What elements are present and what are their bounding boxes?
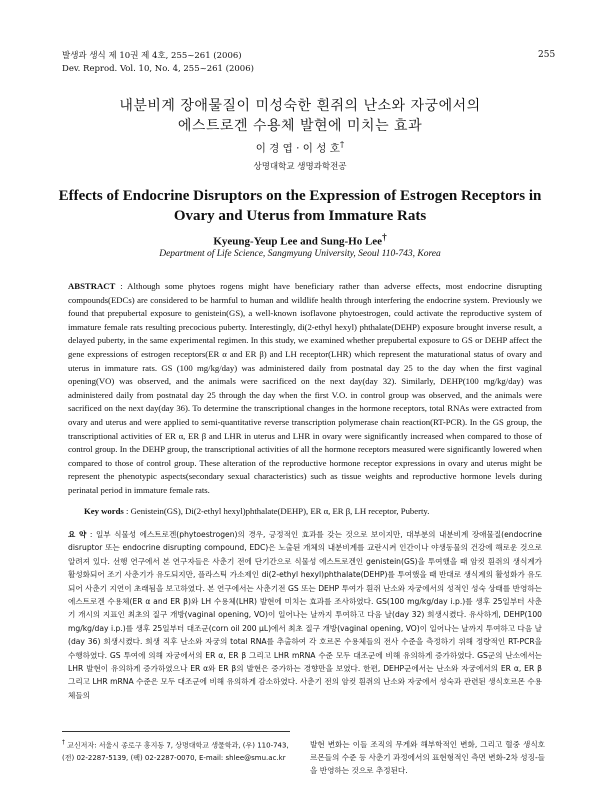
summary-continuation: 발현 변화는 이들 조직의 무게와 해부학적인 변화, 그리고 혈중 생식호르몬들의 수준 등 사춘기 과정에서의 표현형적인 측면 변화-2차 성징-들을 반영하는 것으로 추정된다. — [310, 740, 546, 776]
journal-citation — [62, 50, 254, 76]
abstract-body: : Although some phytoes rogens might have beneficiary rather than adverse effects, most endocrine disrupting compounds(EDCs) are considered to be harmful to human and wildlife health through interfering the endocrine system. Previously we found that prepubertal exposure to genistein(GS), a well-known isoflavone phytoestrogen, could activate the reproductive system of immature female rats resulting precocious puberty. Interestingly, di(2-ethyl hexyl) phthalate(DEHP) exposure brought inverse result, a delayed puberty, in the same experimental regimen. In this study, we examined whether prepubertal exposure to GS or DEHP affect the gene expressions of estrogen receptors(ER α and ER β) and LH receptor(LHR) which represent the maturational status of ovary and uterus in immature rats. GS (100 mg/kg/day) was administered daily from postnatal day 25 to the day when the first vaginal opening(VO) was observed, and the animals were sacrificed on the next day(day 32). Similarly, DEHP(100 mg/kg/day) was administered daily from postnatal day 25 through the day when the first V.O. in control group was observed, and the animals were sacrificed on the next day(day 36). To determine the transcriptional changes in the hormone receptors, total RNAs were extracted from ovary and uterus and were applied to semi-quantitative reverse transcription polymerase chain reaction(RT-PCR). In the GS group, the transcriptional activities of ER α, ER β and LHR in uterus and LHR in ovary were significantly increased when compared to those of control group. In the DEHP group, the transcriptional activities of all the hormone receptors measured were significantly lowered when compared to those of control group. These alteration of the reproductive hormone receptor expressions in ovary and uterus might be represent the phenotypic aspects(secondary sexual characteristics) such as tissue weights and reproductive hormone levels during perinatal period in immature female rats. — [68, 281, 542, 495]
summary-body: : 일부 식물성 에스트로겐(phytoestrogen)의 경우, 긍정적인 효과를 갖는 것으로 보이지만, 대부분의 내분비계 장애물질(endocrine disruptor 또는 endocrine disrupting compound, EDC)은 노출된 개체의 내분비계를 교란시켜 인간이나 야생동물의 건강에 해로운 것으로 알려져 있다. 선행 연구에서 본 연구자들은 사춘기 전에 단기간으로 식물성 에스트로겐인 genistein(GS)을 투여했을 때 암컷 흰쥐의 생식계가 활성화되어 조기 사춘기가 유도되지만, 플라스틱 가소제인 di(2-ethyl hexyl)phthalate(DEHP)를 투여했을 때 반대로 생식계의 활성화가 유도되어 사춘기 지연이 초래됨을 보고하였다. 본 연구에서는 사춘기전 GS 또는 DEHP 투여가 흰쥐 난소와 자궁에서의 성적인 성숙 상태를 반영하는 에스트로겐 수용체(ER α and ER β)와 LH 수용체(LHR) 발현에 미치는 효과를 조사하였다. GS(100 mg/kg/day i.p.)를 생후 25일부터 사춘기 개시의 지표인 최초의 질구 개방(vaginal opening, VO)이 일어나는 날까지 투여하고 다음 날(day 32) 희생시켰다. 유사하게, DEHP(100 mg/kg/day i.p.)를 생후 25일부터 대조군(corn oil 200 μL)에서 최초 질구 개방(vaginal opening, VO)이 일어나는 날까지 투여하고 다음 날(day 36) 희생시켰다. 희생 직후 난소와 자궁의 total RNA를 추출하여 각 호르몬 수용체들의 전사 수준을 측정하기 위해 정량적인 RT-PCR을 수행하였다. GS 투여에 의해 자궁에서의 ER α, ER β 그리고 LHR mRNA 수준 모두 대조군에 비해 유의하게 증가하였다. GS군의 난소에서는 LHR 발현이 유의하게 증가하였으나 ER α와 ER β의 발현은 증가하는 경향만을 보였다. 한편, DEHP군에서는 난소와 자궁에서의 ER α, ER β 그리고 LHR mRNA 수준은 모두 대조군에 비해 유의하게 감소하였다. 사춘기 전의 암컷 흰쥐의 난소와 자궁에서 성숙과 관련된 생식호르몬 수용체들의 — [68, 530, 542, 700]
journal-citation-english: Dev. Reprod. Vol. 10, No. 4, 255~261 (2006) — [62, 64, 254, 74]
keywords-label: Key words — [84, 506, 124, 516]
footnote-mark: † — [62, 740, 65, 746]
abstract-label: ABSTRACT — [68, 281, 116, 291]
korean-title — [0, 96, 600, 136]
keywords — [84, 506, 544, 516]
korean-author-names: 이 경 엽 · 이 성 호 — [255, 142, 340, 155]
abstract — [68, 280, 542, 498]
keywords-body: : Genistein(GS), Di(2-ethyl hexyl)phthalate(DEHP), ER α, ER β, LH receptor, Puberty. — [126, 506, 430, 516]
english-affiliation: Department of Life Science, Sangmyung University, Seoul 110-743, Korea — [159, 249, 441, 259]
english-authors — [0, 232, 600, 248]
footnote-body: 교신저자: 서울시 종로구 홍지동 7, 상명대학교 생물학과, (우) 110-743, (전) 02-2287-5139, (팩) 02-2287-0070, E-mail: shlee@smu.ac.kr — [62, 741, 289, 763]
english-title: Effects of Endocrine Disruptors on the Expression of Estrogen Receptors in Ovary and Uterus from Immature Rats — [58, 188, 542, 224]
corresponding-author-footnote — [62, 737, 300, 765]
korean-affiliation: 상명대학교 생명과학전공 — [253, 162, 347, 172]
footnote-divider — [62, 731, 290, 732]
korean-summary — [68, 528, 542, 702]
corresponding-author-mark: † — [339, 140, 345, 150]
summary-label: 요 약 — [68, 530, 87, 539]
journal-citation-korean: 발생과 생식 제 10권 제 4호, 255~261 (2006) — [62, 51, 242, 61]
page-number: 255 — [538, 50, 556, 60]
english-corresponding-author-mark: † — [382, 232, 387, 242]
english-author-names: Kyeung-Yeup Lee and Sung-Ho Lee — [213, 235, 383, 248]
korean-title-line-2: 에스트로겐 수용체 발현에 미치는 효과 — [177, 118, 423, 134]
korean-authors — [0, 140, 600, 156]
korean-title-line-1: 내분비계 장애물질이 미성숙한 흰쥐의 난소와 자궁에서의 — [119, 98, 481, 114]
